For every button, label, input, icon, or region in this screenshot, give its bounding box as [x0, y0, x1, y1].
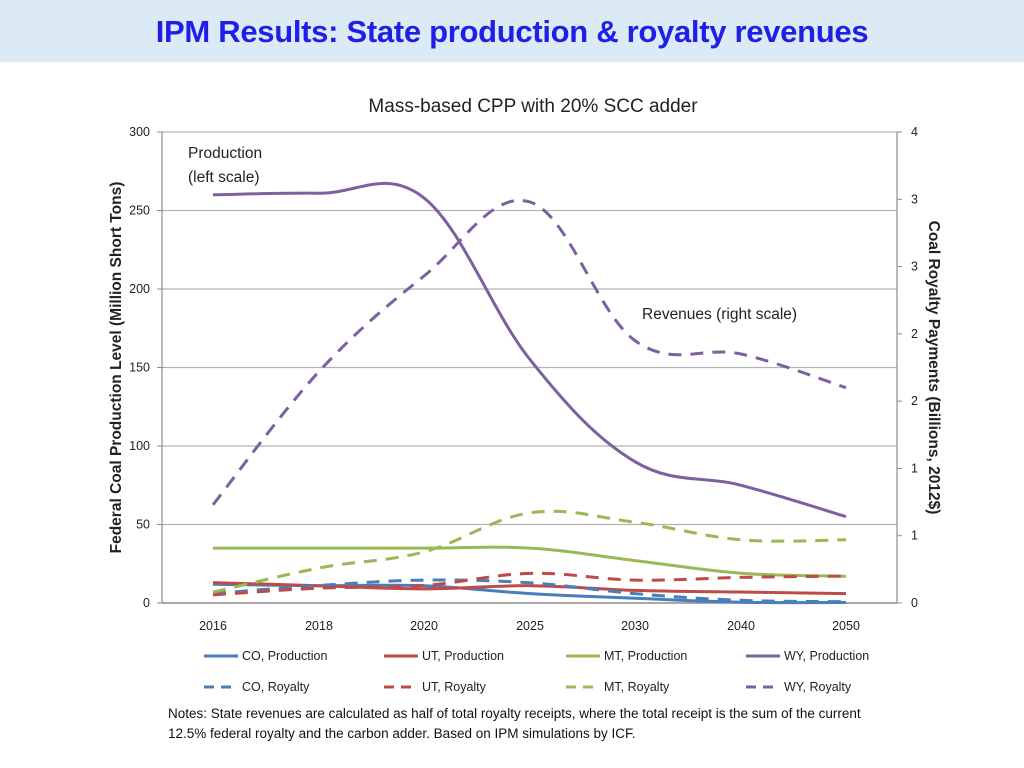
- x-tick-label: 2040: [727, 619, 755, 633]
- chart: [0, 62, 1024, 702]
- legend-label-wy-production: WY, Production: [784, 649, 870, 663]
- y2-axis-label: Coal Royalty Payments (Billions, 2012$): [925, 220, 942, 515]
- legend-label-co-royalty: CO, Royalty: [242, 680, 310, 694]
- legend-label-ut-royalty: UT, Royalty: [422, 680, 486, 694]
- y2-tick-label: 4: [911, 125, 918, 139]
- x-tick-label: 2016: [199, 619, 227, 633]
- y2-tick-label: 3: [911, 192, 918, 207]
- y2-tick-label: 3: [911, 259, 918, 274]
- series-line-wy-royalty: [213, 200, 846, 504]
- y2-tick-label: 1: [911, 461, 918, 476]
- annotation-production: (left scale): [188, 169, 260, 186]
- legend-label-wy-royalty: WY, Royalty: [784, 680, 852, 694]
- chart-notes: Notes: State revenues are calculated as half of total royalty receipts, where the total receipt is the sum of the current 12.5% federal royalty and the carbon adder. Based on IPM simulations by ICF.: [168, 706, 861, 741]
- chart-legend: [204, 649, 869, 694]
- annotation-production: Production: [188, 145, 263, 162]
- x-tick-label: 2020: [410, 619, 438, 633]
- y-tick-label: 200: [129, 282, 150, 296]
- x-tick-label: 2018: [305, 619, 333, 633]
- x-tick-label: 2030: [621, 619, 649, 633]
- series-line-wy-production: [213, 183, 846, 516]
- y-tick-label: 150: [129, 360, 150, 375]
- slide-title: IPM Results: State production & royalty revenues: [155, 14, 869, 49]
- chart-annotations: [188, 145, 797, 323]
- y2-tick-label: 2: [911, 394, 918, 409]
- legend-label-mt-royalty: MT, Royalty: [604, 680, 670, 694]
- chart-title: Mass-based CPP with 20% SCC adder: [368, 96, 698, 117]
- x-tick-label: 2025: [516, 619, 544, 633]
- chart-grid: [162, 132, 897, 525]
- legend-label-ut-production: UT, Production: [422, 649, 504, 663]
- chart-series: [213, 183, 846, 602]
- y-tick-label: 50: [136, 517, 150, 532]
- legend-label-co-production: CO, Production: [242, 649, 328, 663]
- y2-tick-label: 0: [911, 596, 918, 610]
- y-tick-label: 300: [129, 125, 150, 139]
- y-tick-label: 0: [143, 596, 150, 610]
- y-tick-label: 250: [129, 203, 150, 218]
- y-tick-label: 100: [129, 439, 150, 453]
- legend-label-mt-production: MT, Production: [604, 649, 688, 663]
- y-axis-label: Federal Coal Production Level (Million Short Tons): [108, 181, 125, 554]
- y2-tick-label: 2: [911, 326, 918, 341]
- annotation-revenues: Revenues (right scale): [642, 306, 798, 323]
- x-tick-label: 2050: [832, 619, 860, 633]
- y2-tick-label: 1: [911, 528, 918, 543]
- series-line-mt-royalty: [213, 511, 846, 592]
